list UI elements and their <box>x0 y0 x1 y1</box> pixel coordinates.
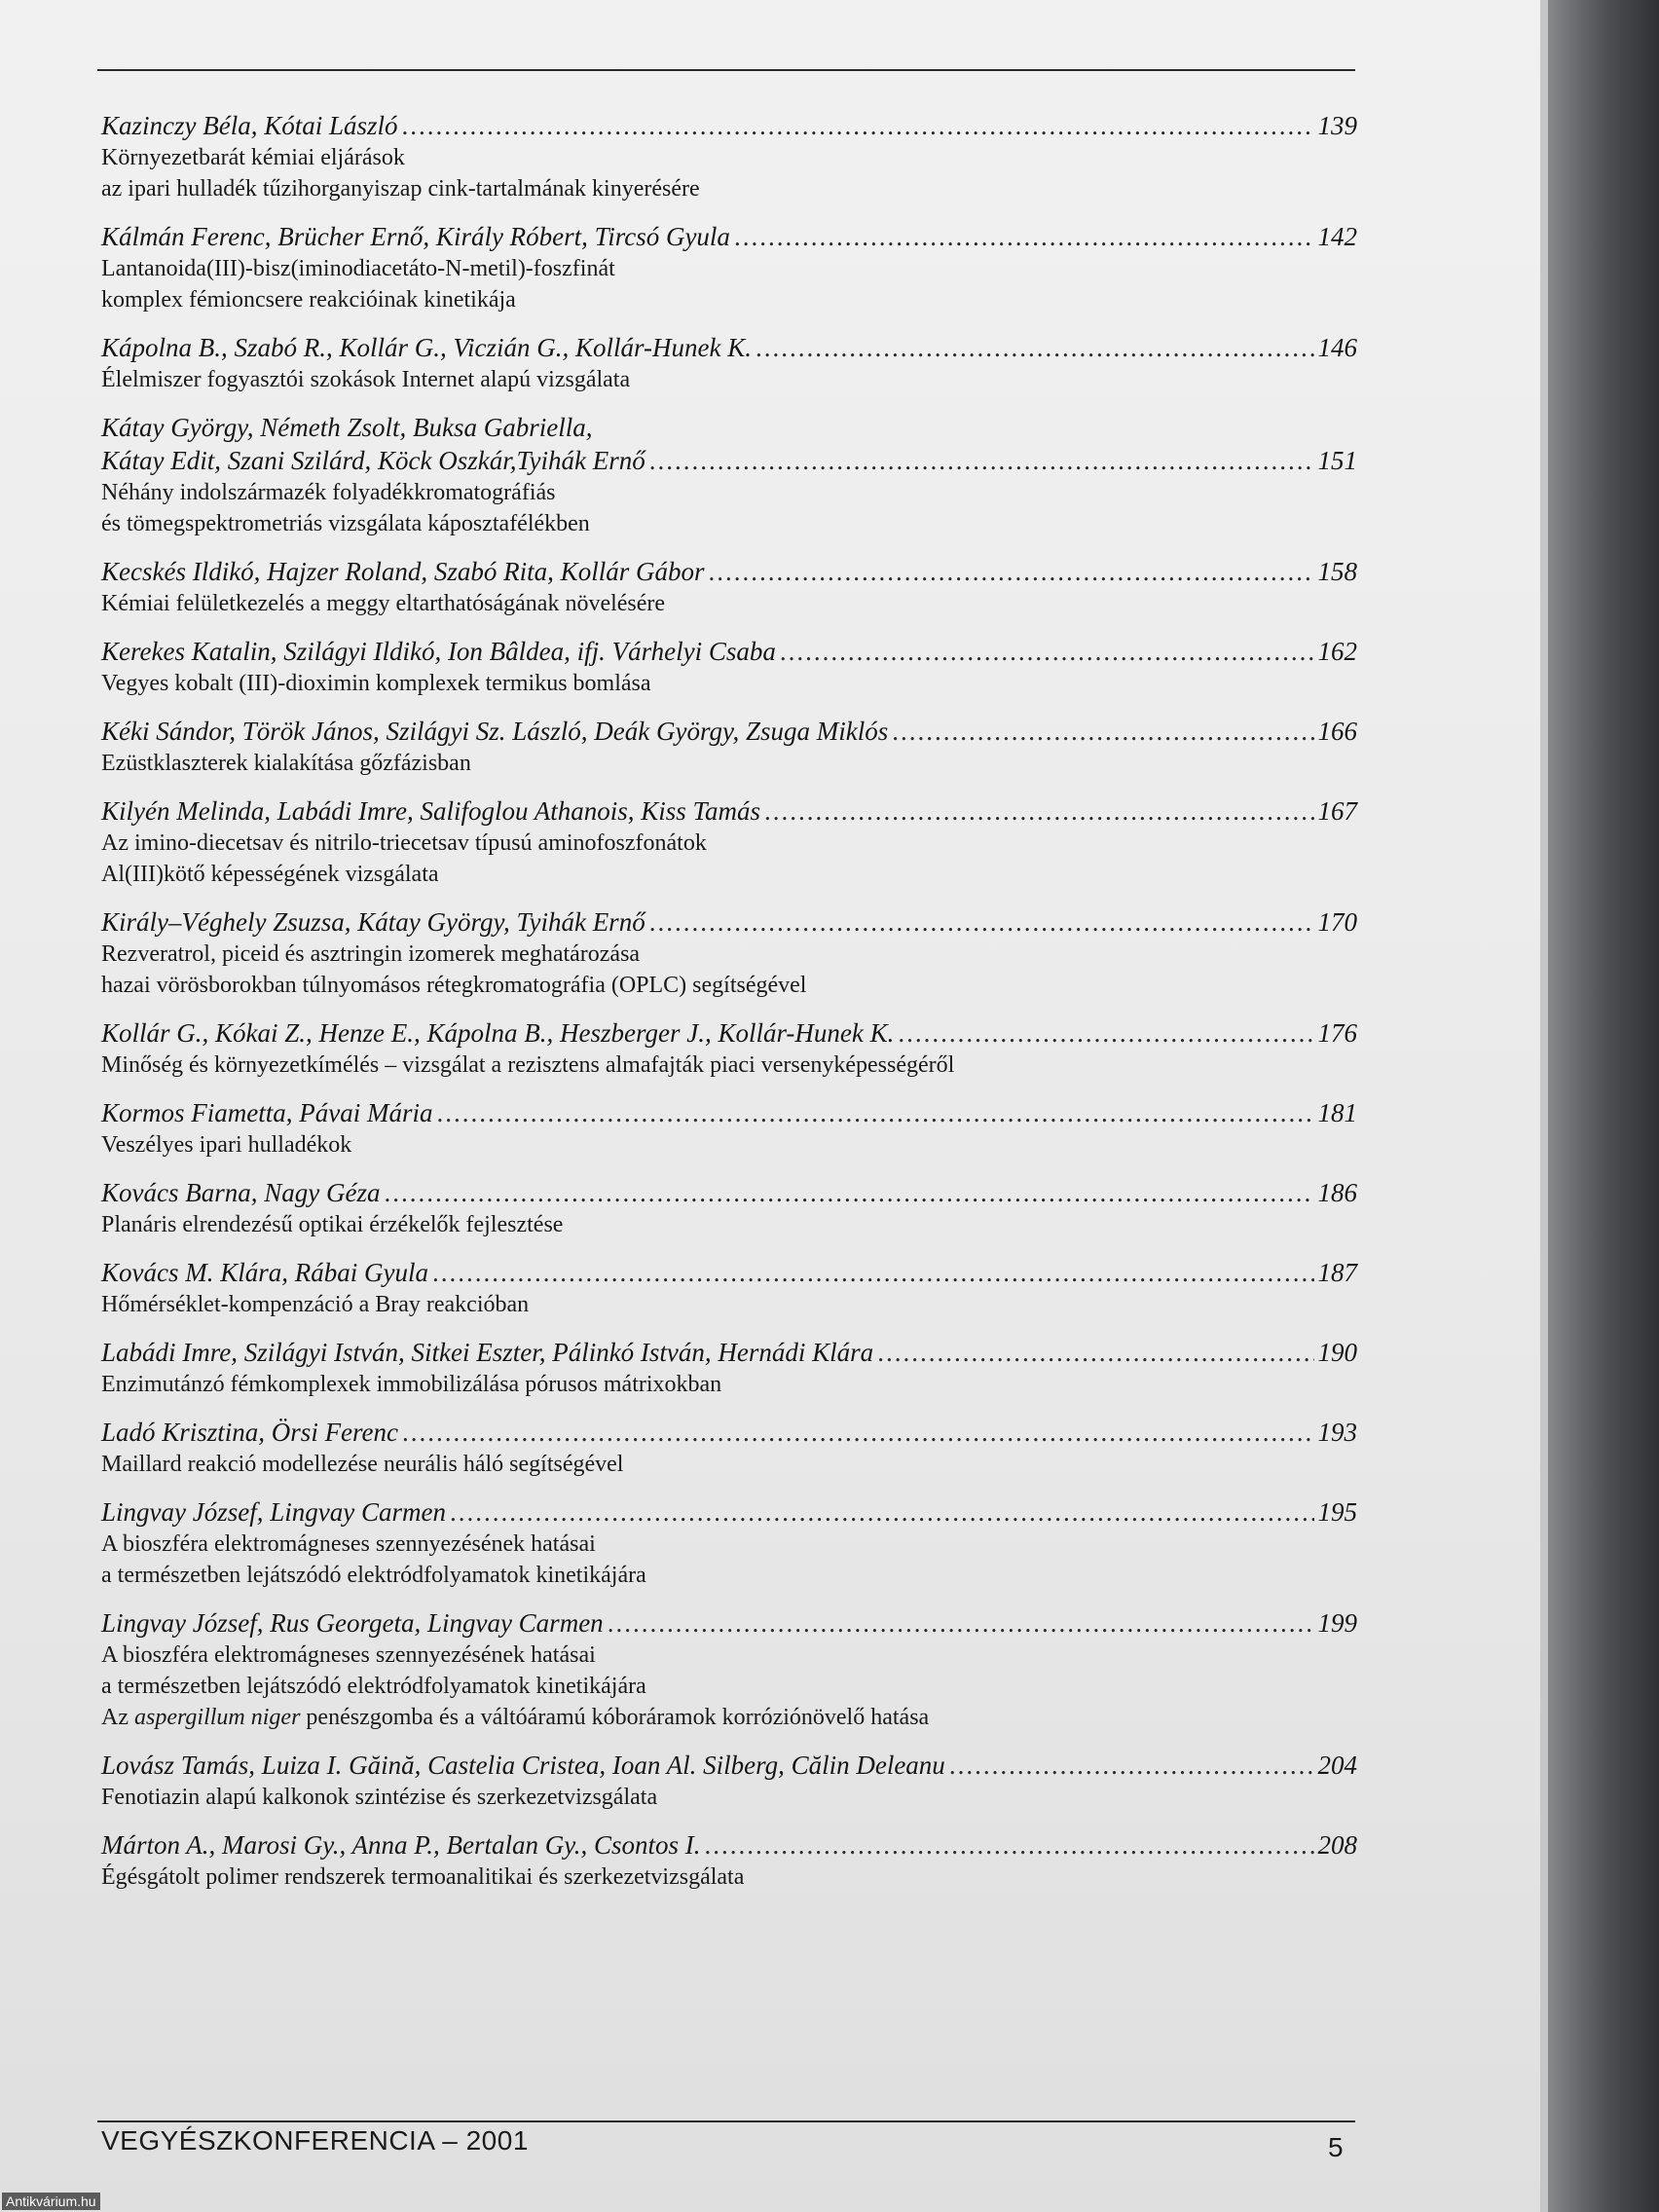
entry-page-number: 162 <box>1317 637 1357 666</box>
entry-title-line: A bioszféra elektromágneses szennyezésének hatásai <box>101 1531 596 1557</box>
entry-title-line: komplex fémioncsere reakcióinak kinetikája <box>101 287 516 313</box>
toc-entry <box>101 1749 1357 1813</box>
entry-authors-row <box>101 555 1357 588</box>
entry-authors: Márton A., Marosi Gy., Anna P., Bertalan Gy., Csontos I. <box>101 1830 701 1860</box>
entry-title-line: Környezetbarát kémiai eljárások <box>101 145 405 170</box>
dot-leader <box>384 1176 1313 1209</box>
entry-authors: Kátay Edit, Szani Szilárd, Köck Oszkár,Tyihák Ernő <box>101 446 645 475</box>
dot-leader <box>432 1256 1314 1289</box>
toc-entry <box>101 1096 1357 1161</box>
entry-title-line: Az imino-diecetsav és nitrilo-triecetsav típusú aminofoszfonátok <box>101 830 707 856</box>
entry-title-line: a természetben lejátszódó elektródfolyamatok kinetikájára <box>101 1563 646 1588</box>
watermark: Antikvárium.hu <box>2 2193 100 2210</box>
entry-authors-row <box>101 1495 1357 1529</box>
toc-entry <box>101 1495 1357 1591</box>
dot-leader <box>764 794 1313 828</box>
toc-entry <box>101 109 1357 204</box>
entry-title-line: Al(III)kötő képességének vizsgálata <box>101 862 439 887</box>
entry-authors: Kápolna B., Szabó R., Kollár G., Viczián G., Kollár-Hunek K. <box>101 333 752 362</box>
entry-title-line: hazai vörösborokban túlnyomásos rétegkromatográfia (OPLC) segítségével <box>101 973 807 998</box>
entry-authors-row <box>101 1606 1357 1640</box>
footer-rule <box>97 2120 1355 2122</box>
dot-leader <box>734 220 1314 253</box>
toc-entry <box>101 331 1357 395</box>
entry-authors-row <box>101 1256 1357 1289</box>
toc-entry <box>101 411 1357 539</box>
entry-authors: Lingvay József, Rus Georgeta, Lingvay Carmen <box>101 1608 604 1638</box>
entry-authors-row <box>101 1828 1357 1862</box>
entry-title-line: Enzimutánzó fémkomplexek immobilizálása pórusos mátrixokban <box>101 1372 722 1397</box>
dot-leader <box>608 1606 1314 1640</box>
entry-page-number: 142 <box>1317 222 1357 251</box>
entry-authors: Labádi Imre, Szilágyi István, Sitkei Eszter, Pálinkó István, Hernádi Klára <box>101 1338 874 1367</box>
dot-leader <box>402 1416 1313 1449</box>
entry-title-line: Maillard reakció modellezése neurális háló segítségével <box>101 1452 624 1477</box>
footer-page-number: 5 <box>1328 2132 1344 2162</box>
toc-entry <box>101 1176 1357 1240</box>
page-edge-shadow <box>1540 0 1659 2212</box>
dot-leader <box>892 715 1313 748</box>
title-text: Az <box>101 1705 134 1730</box>
footer-conference-title: VEGYÉSZKONFERENCIA – 2001 <box>101 2125 529 2156</box>
toc-entry <box>101 555 1357 619</box>
entry-authors-row <box>101 1416 1357 1449</box>
entry-page-number: 187 <box>1317 1258 1357 1287</box>
entry-page-number: 158 <box>1317 557 1357 586</box>
dot-leader <box>949 1749 1314 1782</box>
table-of-contents <box>101 109 1357 1908</box>
entry-title-line: Kémiai felületkezelés a meggy eltarthatóságának növelésére <box>101 591 666 616</box>
entry-authors-row <box>101 635 1357 668</box>
toc-entry <box>101 1336 1357 1400</box>
entry-authors: Kovács M. Klára, Rábai Gyula <box>101 1258 428 1287</box>
entry-title-line: a természetben lejátszódó elektródfolyamatok kinetikájára <box>101 1674 646 1699</box>
entry-title-line: az ipari hulladék tűzihorganyiszap cink-tartalmának kinyerésére <box>101 176 700 202</box>
entry-authors-line: Kátay György, Németh Zsolt, Buksa Gabriella, <box>101 413 593 442</box>
entry-title-line: Élelmiszer fogyasztói szokások Internet alapú vizsgálata <box>101 367 631 392</box>
entry-authors: Kollár G., Kókai Z., Henze E., Kápolna B., Heszberger J., Kollár-Hunek K. <box>101 1018 895 1048</box>
entry-page-number: 170 <box>1317 907 1357 937</box>
entry-authors-row <box>101 1016 1357 1050</box>
toc-entry <box>101 220 1357 315</box>
entry-page-number: 139 <box>1317 111 1357 140</box>
title-italic-text: aspergillum niger <box>133 1705 301 1730</box>
entry-authors: Kéki Sándor, Török János, Szilágyi Sz. László, Deák György, Zsuga Miklós <box>101 717 889 746</box>
dot-leader <box>402 109 1314 142</box>
dot-leader <box>436 1096 1313 1129</box>
dot-leader <box>649 905 1314 939</box>
dot-leader <box>649 444 1314 477</box>
toc-entry <box>101 635 1357 699</box>
entry-title-line: Rezveratrol, piceid és asztringin izomerek meghatározása <box>101 941 641 967</box>
title-text: penészgomba és a váltóáramú kóboráramok korróziónövelő hatása <box>300 1705 930 1730</box>
entry-authors-row <box>101 331 1357 364</box>
dot-leader <box>708 555 1313 588</box>
entry-title-line: Vegyes kobalt (III)-dioximin komplexek termikus bomlása <box>101 671 651 696</box>
entry-authors-row <box>101 220 1357 253</box>
entry-authors-row <box>101 1749 1357 1782</box>
entry-title-line: Fenotiazin alapú kalkonok szintézise és szerkezetvizsgálata <box>101 1785 658 1810</box>
entry-page-number: 208 <box>1317 1830 1357 1860</box>
entry-page-number: 151 <box>1317 446 1357 475</box>
entry-authors: Kormos Fiametta, Pávai Mária <box>101 1098 433 1127</box>
entry-page-number: 186 <box>1317 1178 1357 1207</box>
entry-title-line: és tömegspektrometriás vizsgálata káposztafélékben <box>101 511 590 536</box>
toc-entry <box>101 1016 1357 1081</box>
entry-title-line: Minőség és környezetkímélés – vizsgálat a rezisztens almafajták piaci versenyképességéről <box>101 1052 955 1078</box>
entry-authors: Kilyén Melinda, Labádi Imre, Salifoglou Athanois, Kiss Tamás <box>101 796 761 826</box>
dot-leader <box>780 635 1314 668</box>
dot-leader <box>877 1336 1313 1369</box>
entry-page-number: 167 <box>1317 796 1357 826</box>
toc-entry <box>101 794 1357 890</box>
toc-entry <box>101 715 1357 779</box>
page-edge-highlight <box>1540 0 1548 2212</box>
entry-authors-row <box>101 794 1357 828</box>
dot-leader <box>898 1016 1313 1050</box>
entry-authors: Kecskés Ildikó, Hajzer Roland, Szabó Rita, Kollár Gábor <box>101 557 705 586</box>
entry-authors: Ladó Krisztina, Örsi Ferenc <box>101 1418 399 1447</box>
toc-entry <box>101 1828 1357 1893</box>
entry-page-number: 195 <box>1317 1497 1357 1527</box>
entry-title-line: Hőmérséklet-kompenzáció a Bray reakcióban <box>101 1292 530 1317</box>
entry-page-number: 181 <box>1317 1098 1357 1127</box>
entry-page-number: 204 <box>1317 1751 1357 1780</box>
entry-title-line: Planáris elrendezésű optikai érzékelők fejlesztése <box>101 1212 564 1237</box>
entry-page-number: 190 <box>1317 1338 1357 1367</box>
entry-authors-row <box>101 444 1357 477</box>
entry-authors-row <box>101 715 1357 748</box>
entry-authors: Király–Véghely Zsuzsa, Kátay György, Tyihák Ernő <box>101 907 645 937</box>
entry-page-number: 176 <box>1317 1018 1357 1048</box>
entry-title-line: Veszélyes ipari hulladékok <box>101 1132 352 1158</box>
entry-title-line: A bioszféra elektromágneses szennyezésének hatásai <box>101 1642 596 1668</box>
entry-authors: Kovács Barna, Nagy Géza <box>101 1178 381 1207</box>
toc-entry <box>101 905 1357 1001</box>
entry-authors: Lovász Tamás, Luiza I. Găină, Castelia Cristea, Ioan Al. Silberg, Călin Deleanu <box>101 1751 945 1780</box>
toc-entry <box>101 1256 1357 1320</box>
header-rule <box>97 69 1355 71</box>
entry-authors-row <box>101 1336 1357 1369</box>
dot-leader <box>756 331 1314 364</box>
entry-authors: Kazinczy Béla, Kótai László <box>101 111 398 140</box>
entry-page-number: 199 <box>1317 1608 1357 1638</box>
entry-authors-row <box>101 109 1357 142</box>
toc-entry <box>101 1606 1357 1733</box>
entry-authors-row <box>101 1096 1357 1129</box>
entry-authors-row <box>101 905 1357 939</box>
entry-authors: Kerekes Katalin, Szilágyi Ildikó, Ion Bâldea, ifj. Várhelyi Csaba <box>101 637 776 666</box>
dot-leader <box>705 1828 1314 1862</box>
entry-title-line: Ezüstklaszterek kialakítása gőzfázisban <box>101 751 471 776</box>
dot-leader <box>450 1495 1314 1529</box>
entry-page-number: 166 <box>1317 717 1357 746</box>
entry-page-number: 146 <box>1317 333 1357 362</box>
entry-title-line: Égésgátolt polimer rendszerek termoanalitikai és szerkezetvizsgálata <box>101 1864 745 1890</box>
entry-authors: Kálmán Ferenc, Brücher Ernő, Király Róbert, Tircsó Gyula <box>101 222 730 251</box>
toc-entry <box>101 1416 1357 1480</box>
entry-title-line <box>101 1702 1357 1733</box>
entry-authors: Lingvay József, Lingvay Carmen <box>101 1497 446 1527</box>
entry-title-line: Néhány indolszármazék folyadékkromatográfiás <box>101 480 556 505</box>
entry-title-line: Lantanoida(III)-bisz(iminodiacetáto-N-metil)-foszfinát <box>101 256 615 281</box>
entry-authors-row <box>101 1176 1357 1209</box>
entry-page-number: 193 <box>1317 1418 1357 1447</box>
